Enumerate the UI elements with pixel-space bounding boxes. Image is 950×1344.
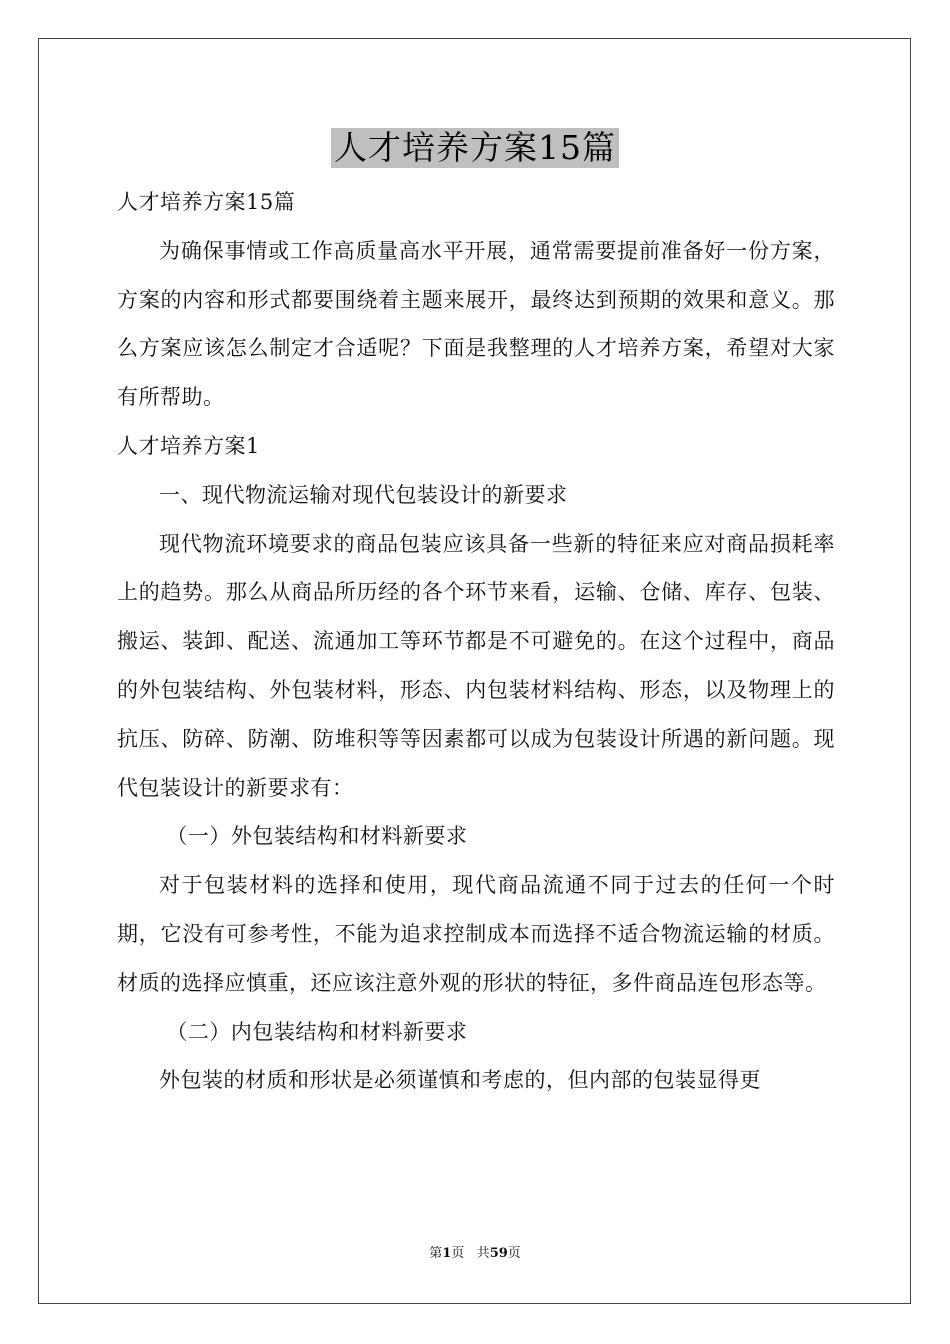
page-footer (0, 1245, 950, 1263)
section-heading: 人才培养方案1 (117, 433, 260, 458)
body-paragraph: 外包装的材质和形状是必须谨慎和考虑的，但内部的包装显得更 (159, 1068, 761, 1093)
document-title: 人才培养方案15篇 (331, 128, 619, 168)
document-title-wrapper (0, 128, 950, 168)
body-paragraph: 对于包装材料的选择和使用，现代商品流通不同于过去的任何一个时期，它没有可参考性，不能为追求控制成本而选择不适合物流运输的材质。材质的选择应慎重，还应该注意外观的形状的特征，多件商品连包形态等。 (117, 873, 835, 995)
total-suffix: 页 (507, 1246, 521, 1261)
total-prefix: 共 (476, 1246, 490, 1261)
subsection-heading: （二）内包装结构和材料新要求 (166, 1019, 468, 1044)
subsection-heading: 一、现代物流运输对现代包装设计的新要求 (159, 482, 568, 507)
subtitle-paragraph: 人才培养方案15篇 (117, 190, 296, 214)
document-body (117, 178, 835, 1105)
page-number: 1 (442, 1246, 452, 1261)
intro-paragraph: 为确保事情或工作高质量高水平开展，通常需要提前准备好一份方案，方案的内容和形式都要围绕着主题来展开，最终达到预期的效果和意义。那么方案应该怎么制定才合适呢？下面是我整理的人才培养方案，希望对大家有所帮助。 (117, 238, 835, 410)
page-prefix: 第 (429, 1246, 443, 1261)
body-paragraph: 现代物流环境要求的商品包装应该具备一些新的特征来应对商品损耗率上的趋势。那么从商品所历经的各个环节来看，运输、仓储、库存、包装、搬运、装卸、配送、流通加工等环节都是不可避免的。在这个过程中，商品的外包装结构、外包装材料，形态、内包装材料结构、形态，以及物理上的抗压、防碎、防潮、防堆积等等因素都可以成为包装设计所遇的新问题。现代包装设计的新要求有： (117, 531, 835, 800)
page-suffix: 页 (451, 1246, 465, 1261)
page-total: 59 (489, 1246, 508, 1261)
subsection-heading: （一）外包装结构和材料新要求 (166, 824, 468, 849)
